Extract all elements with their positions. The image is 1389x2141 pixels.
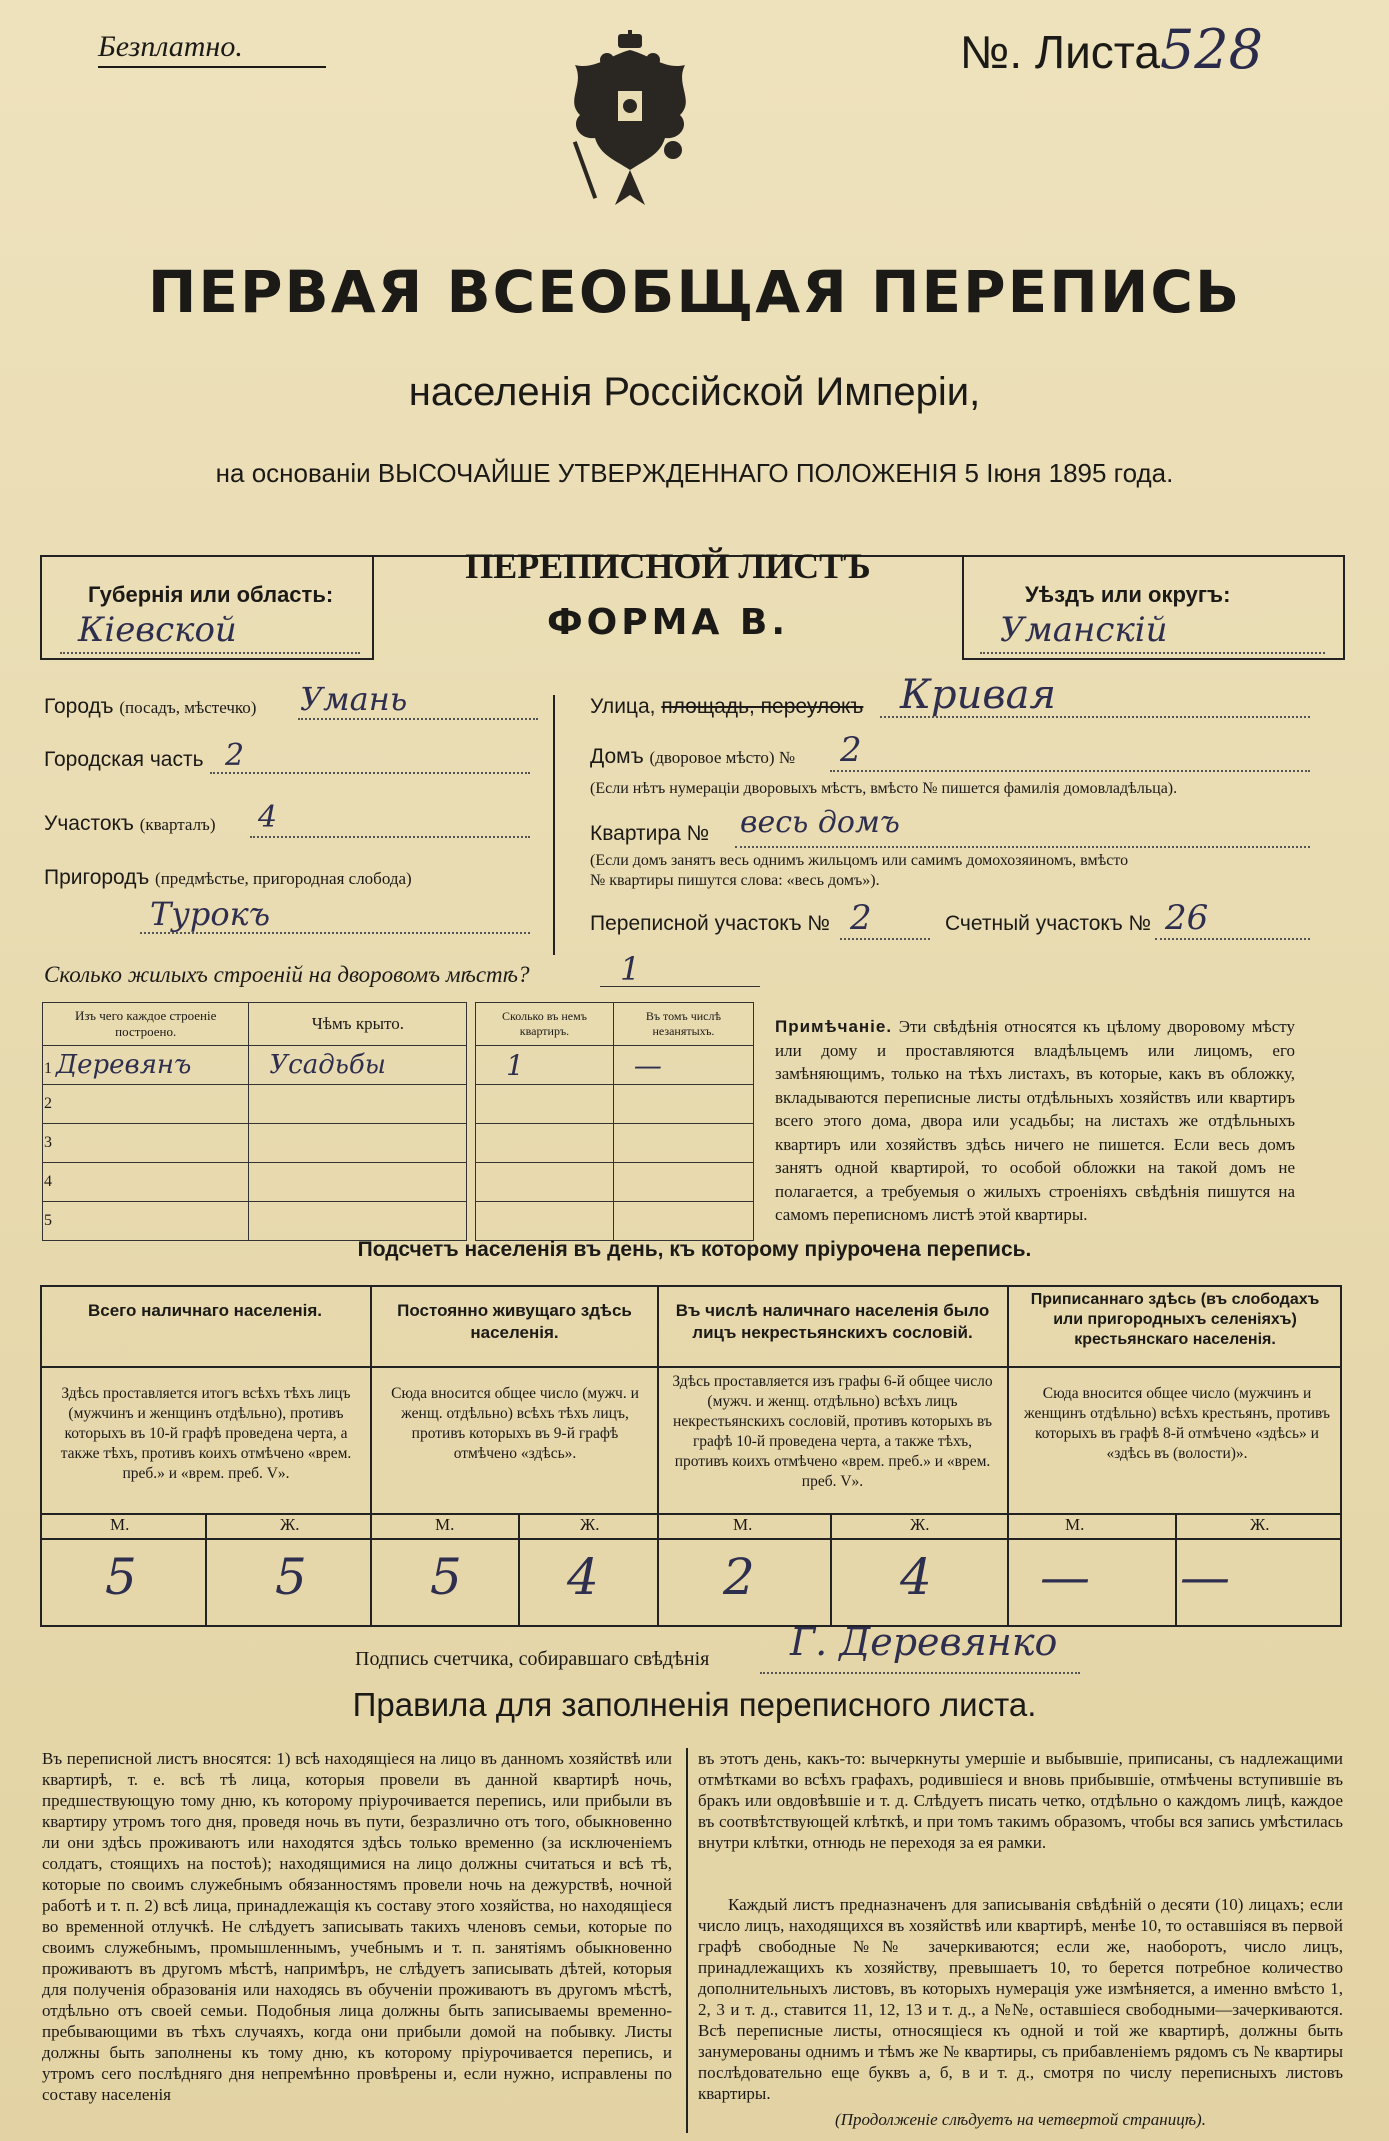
cell-material (43, 1046, 249, 1085)
cell-roof (249, 1202, 467, 1241)
header-divider-right (962, 555, 964, 660)
pop-value-f-3: 4 (900, 1548, 932, 1606)
district-sub: (кварталъ) (139, 815, 216, 834)
buildings-row (43, 1163, 754, 1202)
rules-right-text-2: Каждый листъ предназначенъ для записыванія свѣдѣній о десяти (10) лицахъ; если число лицъ, находящихся въ хозяйствѣ или квартирѣ, менѣе 10, то оставшіяся въ первой графѣ свободные №№ зачеркиваются; если же, наоборотъ, число лицъ, принадлежащихъ къ хозяйству, превышаетъ 10, то берется потребное количество дополнительныхъ листовъ, въ которыхъ нумерація уже измѣняется, а именно вмѣсто 1, 2, 3 и т. д., ставится 11, 12, 13 и т. д., а №№, оставшіеся свободными—зачеркиваются. Всѣ переписные листы, относящіеся къ одной и той же квартирѣ, должны быть занумерованы однимъ и тѣмъ же № квартиры, съ прибавленіемъ рядомъ съ № квартиры послѣдовательно еще буквъ а, б, в и т. д., смотря по числу переписныхъ листовъ квартиры. (698, 1895, 1343, 2103)
city-part-label: Городская часть (44, 748, 204, 771)
house-line (830, 770, 1310, 772)
census-subtitle: населенія Россійской Имперіи, (408, 370, 981, 414)
pop-m-label-4: М. (1065, 1515, 1085, 1534)
cell-apartments (476, 1085, 614, 1124)
district-label: Участокъ (44, 812, 134, 835)
header-bottom-right (962, 658, 1345, 660)
location-divider (553, 695, 555, 955)
rules-column-divider (686, 1748, 688, 2133)
header-bottom-left (40, 658, 374, 660)
street-line (880, 716, 1310, 718)
house-sub: (дворовое мѣсто) № (649, 748, 796, 767)
table-spacer (467, 1124, 476, 1163)
cell-material (43, 1202, 249, 1241)
city-sub: (посадъ, мѣстечко) (119, 698, 257, 717)
pop-col-3-desc: Здѣсь проставляется изъ графы 6-й общее число (мужч. и женщ. отдѣльно) всѣхъ лицъ некрестьянскихъ сословій, противъ которыхъ въ графѣ 10-й проведена черта, а также тѣхъ, противъ коихъ отмѣчено «врем. преб.» и «врем. преб. V». (672, 1373, 993, 1490)
street-struck-options: площадь, переулокъ (661, 695, 864, 718)
rules-right-text-1: въ этотъ день, какъ-то: вычеркнуты умершіе и выбывшіе, приписаны, съ надлежащими отмѣтками во всѣхъ графахъ, родившіеся и вновь прибывшіе, отмѣчены вступившіе въ бракъ или овдовѣвшіе и т. д. Слѣдуетъ писать четко, отдѣльно о каждомъ лицѣ, каждое въ соотвѣтствующей клѣткѣ, и при томъ такимъ образомъ, чтобы вся запись умѣстилась внутри клѣтки, отнюдь не переходя за ея рамки. (698, 1749, 1343, 1852)
count-plot-value: 26 (1165, 898, 1209, 938)
cell-vacant (613, 1085, 753, 1124)
district-value: 4 (258, 800, 278, 835)
cell-apartments (476, 1124, 614, 1163)
pop-col-2-desc: Сюда вносится общее число (мужч. и женщ. отдѣльно) всѣхъ тѣхъ лицъ, противъ которыхъ въ 9-й графѣ отмѣчено «здѣсь». (391, 1385, 639, 1462)
pop-divider-2 (657, 1285, 659, 1627)
col-material: Изъ чего каждое строеніе построено. (43, 1003, 249, 1046)
suburb-field (44, 866, 412, 890)
pop-m-label-3: М. (733, 1515, 753, 1534)
buildings-table (42, 1002, 754, 1241)
pop-sub-2 (518, 1513, 520, 1627)
sheet-number-value: 528 (1159, 18, 1264, 81)
house-label: Домъ (590, 745, 644, 768)
pop-col-2-title: Постоянно живущаго здѣсь населенія. (397, 1301, 632, 1342)
district-line (250, 836, 530, 838)
apartment-value: весь домъ (740, 805, 900, 840)
suburb-label: Пригородъ (44, 866, 150, 889)
pop-col-1-title: Всего наличнаго населенія. (88, 1301, 322, 1320)
signature-line (760, 1672, 1080, 1674)
pop-value-m-4: — (1040, 1548, 1090, 1606)
pop-value-m-2: 5 (430, 1548, 462, 1606)
census-plot-value: 2 (850, 898, 872, 938)
pop-f-label-4: Ж. (1250, 1515, 1270, 1534)
city-label: Городъ (44, 695, 114, 718)
header-right-border (1343, 555, 1345, 660)
table-spacer (467, 1046, 476, 1085)
signature-label: Подпись счетчика, собиравшаго свѣдѣнія (355, 1648, 710, 1670)
cell-vacant: — (613, 1046, 753, 1085)
cell-roof (249, 1085, 467, 1124)
pop-desc-rule (40, 1513, 1342, 1515)
apartment-note-1: (Если домъ занятъ весь однимъ жильцомъ или самимъ домохозяиномъ, вмѣсто (590, 852, 1129, 869)
pop-title-rule (40, 1366, 1342, 1368)
uezd-label: Уѣздъ или округъ: (1025, 582, 1231, 607)
double-headed-eagle-icon (555, 30, 705, 240)
note-heading: Примѣчаніе. (775, 1017, 893, 1036)
cell-roof (249, 1163, 467, 1202)
district-field (44, 812, 216, 836)
cell-apartments (476, 1163, 614, 1202)
street-value: Кривая (900, 672, 1056, 718)
pop-value-f-4: — (1180, 1548, 1230, 1606)
sheet-number-label: №. Листа (960, 26, 1160, 78)
pop-f-label-1: Ж. (280, 1515, 300, 1534)
apartment-line (735, 846, 1310, 848)
table-spacer (467, 1003, 476, 1046)
cell-material (43, 1163, 249, 1202)
pop-mf-rule (40, 1538, 1342, 1540)
apartment-label: Квартира № (590, 822, 710, 845)
cell-apartments: 1 (476, 1046, 614, 1085)
house-field (590, 745, 795, 769)
buildings-question: Сколько жилыхъ строеній на дворовомъ мѣстѣ? (44, 962, 530, 987)
suburb-sub: (предмѣстье, пригородная слобода) (155, 869, 412, 888)
table-spacer (467, 1085, 476, 1124)
pop-m-label-1: М. (110, 1515, 130, 1534)
house-value: 2 (840, 730, 862, 770)
rules-left-text: Въ переписной листъ вносятся: 1) всѣ находящіеся на лицо въ данномъ хозяйствѣ или квартирѣ, т. е. всѣ тѣ лица, которыя провели въ данной квартирѣ ночь, предшествующую тому дню, къ которому пріурочивается перепись, или прибыли въ квартиру утромъ того дня, проведя ночь въ пути, безразлично отъ того, обыкновенно ли они здѣсь проживаютъ или находятся здѣсь только временно (за исключеніемъ солдатъ, стоящихъ на постоѣ); находящимися на лицо должны считаться и всѣ тѣ, которые по своимъ служебнымъ обязанностямъ провели ночь на дежурствѣ, ночной работѣ и т. п. 2) всѣ лица, принадлежащія къ составу этого хозяйства, но находящіеся во временной отлучкѣ. Не слѣдуетъ записывать такихъ членовъ семьи, которые по своимъ служебнымъ, промышленнымъ, учебнымъ и т. п. занятіямъ обыкновенно проживаютъ въ другомъ мѣстѣ, напримѣръ, не слѣдуетъ записывать дѣтей, которыя для полученія образованія или находясь въ обученіи проживаютъ въ другомъ мѣстѣ, отдѣльно отъ своей семьи. Подобныя лица должны быть записываемы временно-пребывающими въ тѣхъ случаяхъ, когда они прибыли домой на побывку. Листы должны быть заполнены къ тому дню, къ которому пріурочивается перепись, и утромъ сего послѣдняго дня непремѣнно провѣрены и, если нужно, исправлены по составу населенія (42, 1749, 672, 2104)
cell-vacant (613, 1124, 753, 1163)
row-number: 4 (44, 1173, 52, 1190)
cell-apartments (476, 1202, 614, 1241)
cell-vacant (613, 1163, 753, 1202)
count-plot-line (1155, 938, 1310, 940)
row-number: 5 (44, 1212, 52, 1229)
pop-value-f-2: 4 (567, 1548, 599, 1606)
house-note: (Если нѣтъ нумераціи дворовыхъ мѣстъ, вмѣсто № пишется фамилія домовладѣльца). (590, 780, 1178, 797)
pop-divider-1 (370, 1285, 372, 1627)
cell-roof: Усадьбы (249, 1046, 467, 1085)
uezd-dotted-line (980, 652, 1325, 654)
buildings-row (43, 1085, 754, 1124)
buildings-row (43, 1202, 754, 1241)
pop-value-m-1: 5 (105, 1548, 137, 1606)
count-plot-label: Счетный участокъ № (945, 912, 1152, 935)
suburb-line (140, 932, 530, 934)
note-text: Эти свѣдѣнія относятся къ цѣлому дворовому мѣсту или дому и проставляются владѣльцемъ или лицомъ, его замѣняющимъ, только на тѣхъ листахъ, въ которые, какъ въ обложку, вкладываются переписные листы отдѣльныхъ хозяйствъ или квартиръ всего этого дома, двора или усадьбы; на листахъ же отдѣльныхъ квартиръ или хозяйствъ здѣсь ничего не пишется. Если весь домъ занятъ одной квартирой, то особой обложки на такой домъ не полагается, а требуемыя о жилыхъ строеніяхъ свѣдѣнія пишутся на самомъ переписномъ листѣ этой квартиры. (775, 1017, 1295, 1224)
cell-vacant (613, 1202, 753, 1241)
pop-value-f-1: 5 (275, 1548, 307, 1606)
street-label: Улица, (590, 695, 656, 718)
buildings-header-row (43, 1003, 754, 1046)
pop-m-label-2: М. (435, 1515, 455, 1534)
pop-f-label-3: Ж. (910, 1515, 930, 1534)
buildings-row (43, 1124, 754, 1163)
city-part-line (210, 772, 530, 774)
city-line (298, 718, 538, 720)
free-underline (98, 66, 326, 68)
census-main-title: ПЕРВАЯ ВСЕОБЩАЯ ПЕРЕПИСЬ (147, 258, 1242, 326)
note-block (775, 1015, 1295, 1227)
pop-divider-3 (1007, 1285, 1009, 1627)
census-plot-label: Переписной участокъ № (590, 912, 830, 935)
pop-sub-3 (830, 1513, 832, 1627)
apartment-note-2: № квартиры пишутся слова: «весь домъ»). (590, 872, 880, 889)
sheet-number-field (960, 18, 1263, 81)
pop-col-4-desc: Сюда вносится общее число (мужчинъ и женщинъ отдѣльно) всѣхъ крестьянъ, противъ которыхъ въ графѣ 8-й отмѣчено «здѣсь» и «здѣсь въ (волости)». (1023, 1385, 1331, 1462)
col-apartments: Сколько въ немъ квартиръ. (476, 1003, 614, 1046)
cell-material (43, 1085, 249, 1124)
gubernia-value: Кіевской (78, 610, 237, 650)
table-spacer (467, 1202, 476, 1241)
signature-value: Г. Деревянко (790, 1620, 1058, 1664)
table-spacer (467, 1163, 476, 1202)
material-value: Деревянъ (56, 1050, 192, 1080)
col-vacant: Въ томъ числѣ незанятыхъ. (613, 1003, 753, 1046)
col-roof: Чѣмъ крыто. (249, 1003, 467, 1046)
pop-sub-4 (1175, 1513, 1177, 1627)
pop-col-4-title: Приписаннаго здѣсь (въ слободахъ или пригородныхъ селеніяхъ) крестьянскаго населенія. (1030, 1291, 1320, 1348)
city-value: Умань (300, 680, 408, 718)
header-left-border (40, 555, 42, 660)
pop-col-3-title: Въ числѣ наличнаго населенія было лицъ некрестьянскихъ сословій. (675, 1301, 990, 1342)
free-label: Безплатно. (98, 30, 243, 63)
pop-value-m-3: 2 (723, 1548, 755, 1606)
pop-f-label-2: Ж. (580, 1515, 600, 1534)
city-part-value: 2 (225, 738, 245, 773)
buildings-row (43, 1046, 754, 1085)
census-basis-line: на основаніи ВЫСОЧАЙШЕ УТВЕРЖДЕННАГО ПОЛОЖЕНІЯ 5 Іюня 1895 года. (215, 458, 1174, 488)
pop-sub-1 (205, 1513, 207, 1627)
row-number: 3 (44, 1134, 52, 1151)
row-number: 1 (44, 1060, 52, 1077)
city-field (44, 695, 256, 719)
buildings-answer: 1 (620, 950, 641, 988)
pop-col-1-desc: Здѣсь проставляется итогъ всѣхъ тѣхъ лицъ (мужчинъ и женщинъ отдѣльно), противъ которыхъ въ 10-й графѣ проведена черта, а также тѣхъ, противъ коихъ отмѣчено «врем. преб.» и «врем. преб. V». (60, 1385, 352, 1482)
rules-continued: (Продолженіе слѣдуетъ на четвертой страницѣ). (835, 2110, 1206, 2129)
uezd-value: Уманскій (1000, 610, 1168, 650)
street-field (590, 695, 863, 719)
form-name: ФОРМА В. (546, 602, 790, 643)
cell-roof (249, 1124, 467, 1163)
gubernia-label: Губернія или область: (88, 582, 334, 607)
sheet-title: ПЕРЕПИСНОЙ ЛИСТЪ (465, 546, 871, 586)
cell-material (43, 1124, 249, 1163)
population-heading: Подсчетъ населенія въ день, къ которому пріурочена перепись. (357, 1238, 1032, 1261)
row-number: 2 (44, 1095, 52, 1112)
census-plot-line (840, 938, 930, 940)
gubernia-dotted-line (60, 652, 360, 654)
suburb-value: Турокъ (150, 895, 271, 933)
rules-heading: Правила для заполненія переписного листа. (352, 1686, 1037, 1723)
buildings-answer-line (600, 986, 760, 987)
